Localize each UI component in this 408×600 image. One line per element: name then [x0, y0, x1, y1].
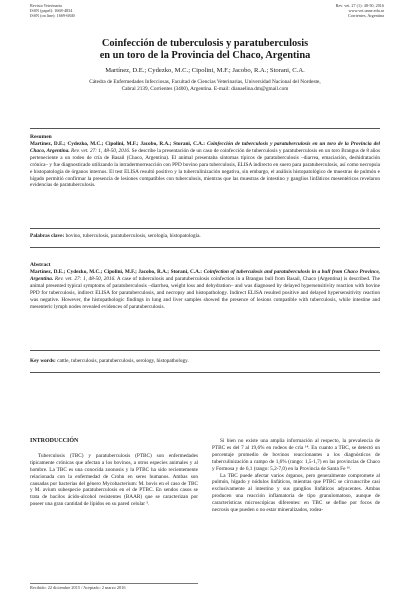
title-line: en un toro de la Provincia del Chaco, Argentina [99, 50, 311, 61]
divider [30, 228, 380, 229]
divider [30, 247, 380, 248]
keywords-text: cattle, tuberculosis, paratuberculosis, serology, histopathology. [57, 358, 189, 364]
intro-right-column [212, 438, 380, 514]
abstract-authors: Martínez, D.E.; Cydezko, M.C.; Cipolini, M.F.; Jacobo, R.A.; Storani, C.A.: [30, 269, 203, 275]
keywords-label: Palabras clave: [30, 233, 65, 239]
divider [30, 372, 380, 373]
resumen-body [30, 141, 380, 189]
header-line: ISSN (on line): 1669-6840 [30, 13, 75, 19]
received-date: Recibido: 22 diciembre 2015 / Aceptado: 2 marzo 2016 [30, 583, 198, 591]
resumen-title: Coinfección de tuberculosis y paratuberculosis en un toro de la Provincia del Chaco, Argentina. [30, 141, 380, 154]
keywords-label: Key words: [30, 358, 56, 364]
intro-paragraph: Tuberculosis (TBC) y paratuberculosis (PTBC) son enfermedades típicamente crónicas que afectan a los bovinos, a otros especies animales y al hombre. La TBC es una conocida zoonosis y la PTBC ha sido recientemente relacionada con la enfermedad de Crohn en seres humanos. Ambas son causadas por bacterias del género Mycobacterium: M. bovis en el caso de TBC y M. avium subespecie paratuberculosis en el de PTBC. En sendos casos se trata de bacilos ácido-alcohol resistentes (BAAR) que se caracterizan por poseer una gran cantidad de lípidos en su pared celular ⁵. [30, 452, 198, 508]
abstract-body [30, 269, 380, 310]
key-words [30, 358, 380, 365]
author-list: Martínez, D.E.; Cydezko, M.C.; Cipolini, M.F.; Jacobo, R.A.; Storani, C.A. [105, 67, 305, 74]
intro-paragraph: Si bien no existe una amplia información al respecto, la prevalencia de PTBC es del 7 al 19,6% en rodeos de cría ¹⁴. En cuanto a TBC, se detectó un porcentaje promedio de bovinos reaccionantes a los diagnósticos de tuberculinización a campo de 1,6% (rango: 1,5-1,7) en las provincias de Chaco y Formosa y de 6,1 (rango: 5,2-7,0) en la Provincia de Santa Fe ¹⁶. [212, 438, 380, 472]
intro-left-column [30, 438, 198, 508]
abstract-heading: Abstract [30, 262, 51, 268]
intro-heading: INTRODUCCIÓN [30, 438, 79, 444]
header-line: ISSN (papel): 1668-4834 [30, 8, 73, 14]
journal-header-right [336, 3, 384, 19]
resumen-authors: Martínez, D.E.; Cydezko, M.C.; Cipolini, M.F.; Jacobo, R.A.; Storani, C.A.: [30, 141, 206, 147]
affiliation-line: Cabral 2139, Corrientes (3400), Argentina. E-mail: dianaelina.dm@gmail.com [121, 85, 289, 92]
title-line: Coinfección de tuberculosis y paratuberculosis [101, 38, 309, 49]
header-line: Revista Veterinaria [30, 3, 62, 8]
keywords-text: bovino, tuberculosis, paratuberculosis, serología, histopatología. [65, 233, 201, 239]
header-line: www.vet.unne.edu.ar [348, 8, 384, 14]
divider [30, 350, 380, 351]
affiliation [30, 79, 380, 93]
journal-header-left [30, 3, 75, 19]
palabras-clave [30, 233, 380, 240]
abstract-title: Coinfection of tuberculosis and paratuberculosis in a bull from Chaco Province, Argentina. [30, 269, 380, 282]
resumen-heading: Resumen [30, 134, 52, 140]
intro-paragraph: La TBC puede afectar varios órganos, pero generalmente compromete al pulmón, hígado y nódulos linfáticos, mientras que PTBC se circunscribe casi exclusivamente al intestino y sus ganglios linfáticos adyacentes. Ambas producen una reacción inflamatoria de tipo granulomatoso, aunque de características microscópicas diferentes: en TBC se define por focos de necrosis que pueden o no estar mineralizados, rodea- [212, 472, 380, 514]
divider [30, 128, 380, 129]
header-line: Corrientes, Argentina [348, 13, 384, 19]
resumen-reference: Rev. vet. 27: 1, 48-50, 2016. [71, 147, 131, 154]
article-title [30, 38, 380, 62]
resumen-text: Se describe la presentación de un caso de coinfección de tuberculosis y paratuberculosis en un toro Brangus de 8 años perteneciente a un rodeo de cría de Basail (Chaco, Argentina). El animal presentaba síntomas típicos de paratuberculosis –diarrea, emaciación, deshidratación crónica– y fue diagnosticado utilizando la intradermorreacción con PPD bovino para tuberculosis, ELISA indirecto en suero para paratuberculosis, así como necropsia e histopatología de órganos internos. El test ELISA resultó positivo y la tuberculinización negativa, sin embargo, el análisis histopatológico de muestras de pulmón e hígado permitió confirmar la presencia de lesiones compatibles con tuberculosis, mientras que las muestras de intestino y ganglios linfáticos mesentéricos revelaron evidencias de paratuberculosis. [30, 147, 381, 189]
abstract-text: A case of tuberculosis and paratuberculosis coinfection in a Brangus bull from Basail, Chaco (Argentina) is described. The animal presented typical symptoms of paratuberculosis –diarrhea, weight loss and dehydration– and was diagnosed by delayed hypersensitivity reaction with bovine PPD for tuberculosis, indirect ELISA for paratuberculosis, and necropsy and histopathology. Indirect ELISA resulted positive and delayed hypersensitivity reaction was negative. However, the histopathologic findings in lung and liver samples showed the presence of lesions compatible with tuberculosis, while intestine and mesenteric lymph nodes revealed evidences of paratuberculosis. [30, 275, 381, 310]
abstract-reference: Rev. vet. 27: 1, 48-50, 2016. [54, 275, 116, 282]
header-line: Rev. vet. 27 (1): 48-50, 2016 [335, 3, 384, 8]
affiliation-line: Cátedra de Enfermedades Infecciosas, Facultad de Ciencias Veterinarias, Universidad Nacional del Nordeste, [89, 79, 321, 85]
